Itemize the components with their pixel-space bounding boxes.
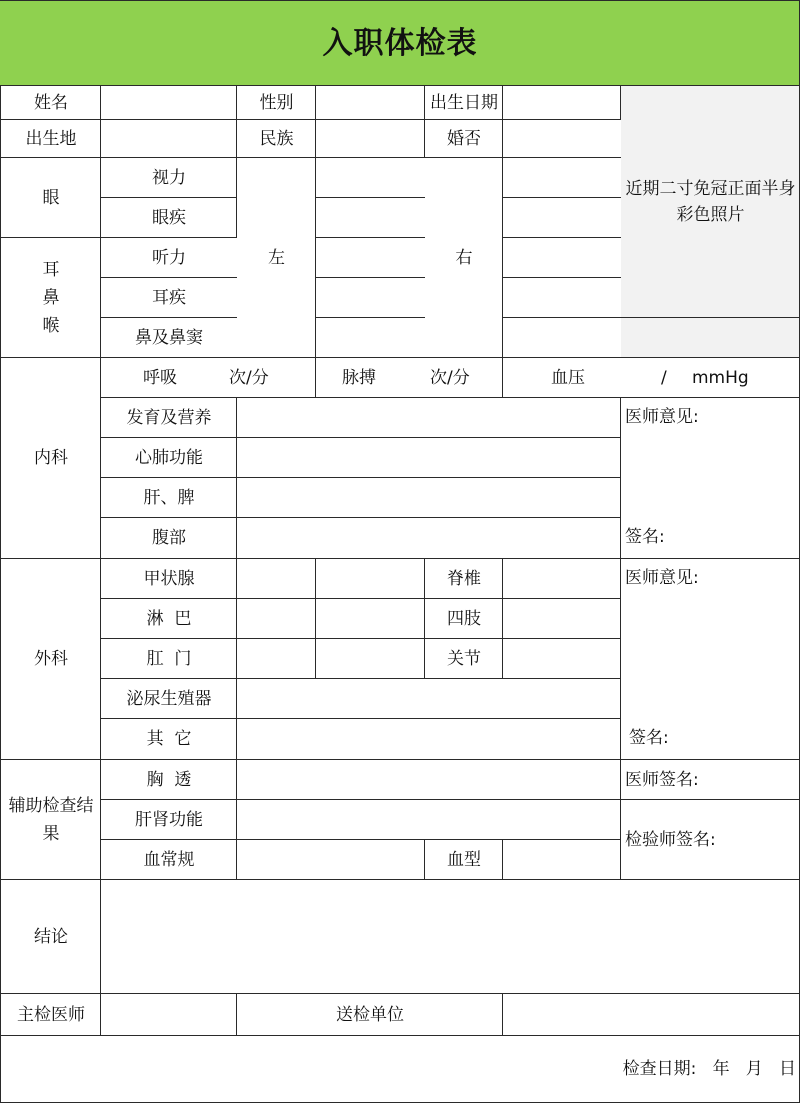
pulse-unit: 次/分	[430, 367, 470, 388]
surgery-section-label: 外科	[0, 558, 101, 760]
exam-date[interactable]: 检查日期: 年 月 日	[0, 1035, 800, 1103]
spine-label: 脊椎	[424, 558, 503, 599]
blood-routine-label: 血常规	[100, 839, 237, 880]
birth-date-label: 出生日期	[424, 85, 503, 120]
blood-pressure-slash: /	[661, 367, 667, 388]
left-ear-disease-field[interactable]	[315, 277, 425, 318]
pulse-cell[interactable]	[315, 357, 503, 398]
chest-xray-field[interactable]	[236, 759, 621, 800]
ear-disease-label: 耳疾	[100, 277, 237, 318]
ent-label-nose: 鼻	[42, 288, 60, 308]
vision-label: 视力	[100, 157, 237, 198]
left-hearing-field[interactable]	[315, 237, 425, 278]
thyroid-label: 甲状腺	[100, 558, 237, 599]
ent-label-ear: 耳	[42, 260, 60, 280]
blood-type-label: 血型	[424, 839, 503, 880]
liver-kidney-field[interactable]	[236, 799, 621, 840]
abdomen-label: 腹部	[100, 517, 237, 559]
blood-pressure-unit: mmHg	[692, 367, 749, 388]
right-eye-disease-field[interactable]	[502, 197, 621, 238]
respiration-unit: 次/分	[229, 367, 269, 388]
internal-signature-label: 签名:	[625, 527, 665, 547]
photo-placeholder: 近期二寸免冠正面半身彩色照片	[620, 85, 800, 318]
liver-spleen-label: 肝、脾	[100, 477, 237, 518]
conclusion-field[interactable]	[100, 879, 800, 994]
gender-field[interactable]	[315, 85, 425, 120]
chief-doctor-field[interactable]	[100, 993, 237, 1036]
left-vision-field[interactable]	[315, 157, 425, 198]
liver-kidney-label: 肝肾功能	[100, 799, 237, 840]
marital-label: 婚否	[424, 119, 503, 158]
cardiopulmonary-label: 心肺功能	[100, 437, 237, 478]
form-title: 入职体检表	[0, 0, 800, 86]
development-field[interactable]	[236, 397, 621, 438]
other-label: 其 它	[100, 718, 237, 760]
urogenital-field[interactable]	[236, 678, 621, 719]
liver-spleen-field[interactable]	[236, 477, 621, 518]
surgery-opinion-label: 医师意见:	[625, 568, 699, 588]
photo-bottom-cell	[620, 317, 800, 358]
eye-label: 眼	[0, 157, 101, 238]
birthplace-field[interactable]	[100, 119, 237, 158]
internal-opinion-label: 医师意见:	[625, 407, 699, 427]
lymph-field-b[interactable]	[315, 598, 425, 639]
blood-type-field[interactable]	[502, 839, 621, 880]
right-vision-field[interactable]	[502, 157, 621, 198]
development-label: 发育及营养	[100, 397, 237, 438]
anus-label: 肛 门	[100, 638, 237, 679]
left-eye-disease-field[interactable]	[315, 197, 425, 238]
joints-label: 关节	[424, 638, 503, 679]
submitting-unit-label: 送检单位	[236, 993, 503, 1036]
lymph-label: 淋 巴	[100, 598, 237, 639]
birth-date-field[interactable]	[502, 85, 621, 120]
anus-field-a[interactable]	[236, 638, 316, 679]
auxiliary-section-label: 辅助检查结果	[0, 759, 101, 880]
blood-pressure-label: 血压	[551, 367, 585, 388]
urogenital-label: 泌尿生殖器	[100, 678, 237, 719]
birthplace-label: 出生地	[0, 119, 101, 158]
respiration-cell[interactable]	[100, 357, 316, 398]
ent-label	[0, 237, 101, 358]
spine-field[interactable]	[502, 558, 621, 599]
lymph-field-a[interactable]	[236, 598, 316, 639]
right-hearing-field[interactable]	[502, 237, 621, 278]
thyroid-field-a[interactable]	[236, 558, 316, 599]
hearing-label: 听力	[100, 237, 237, 278]
ent-label-throat: 喉	[42, 316, 60, 336]
lab-sign-cell[interactable]: 检验师签名:	[620, 799, 800, 880]
gender-label: 性别	[236, 85, 316, 120]
right-ear-disease-field[interactable]	[502, 277, 621, 318]
respiration-label: 呼吸	[143, 367, 177, 388]
nose-sinus-label: 鼻及鼻窦	[100, 317, 237, 358]
right-nose-field[interactable]	[502, 317, 621, 358]
surgery-opinion-box[interactable]	[620, 558, 800, 760]
marital-field[interactable]	[502, 119, 621, 158]
surgery-signature-label: 签名:	[629, 728, 669, 748]
blood-routine-field[interactable]	[236, 839, 425, 880]
limbs-field[interactable]	[502, 598, 621, 639]
abdomen-field[interactable]	[236, 517, 621, 559]
pulse-label: 脉搏	[342, 367, 376, 388]
conclusion-label: 结论	[0, 879, 101, 994]
chief-doctor-label: 主检医师	[0, 993, 101, 1036]
chest-xray-label: 胸 透	[100, 759, 237, 800]
left-nose-field[interactable]	[315, 317, 425, 358]
limbs-label: 四肢	[424, 598, 503, 639]
name-field[interactable]	[100, 85, 237, 120]
eye-disease-label: 眼疾	[100, 197, 237, 238]
left-label: 左	[236, 157, 316, 358]
internal-opinion-box[interactable]	[620, 397, 800, 559]
ethnicity-field[interactable]	[315, 119, 425, 158]
submitting-unit-field[interactable]	[502, 993, 800, 1036]
other-field[interactable]	[236, 718, 621, 760]
ethnicity-label: 民族	[236, 119, 316, 158]
thyroid-field-b[interactable]	[315, 558, 425, 599]
blood-pressure-cell[interactable]	[502, 357, 800, 398]
joints-field[interactable]	[502, 638, 621, 679]
name-label: 姓名	[0, 85, 101, 120]
cardiopulmonary-field[interactable]	[236, 437, 621, 478]
anus-field-b[interactable]	[315, 638, 425, 679]
doctor-sign-cell[interactable]: 医师签名:	[620, 759, 800, 800]
right-label: 右	[424, 157, 503, 358]
internal-section-label: 内科	[0, 357, 101, 559]
